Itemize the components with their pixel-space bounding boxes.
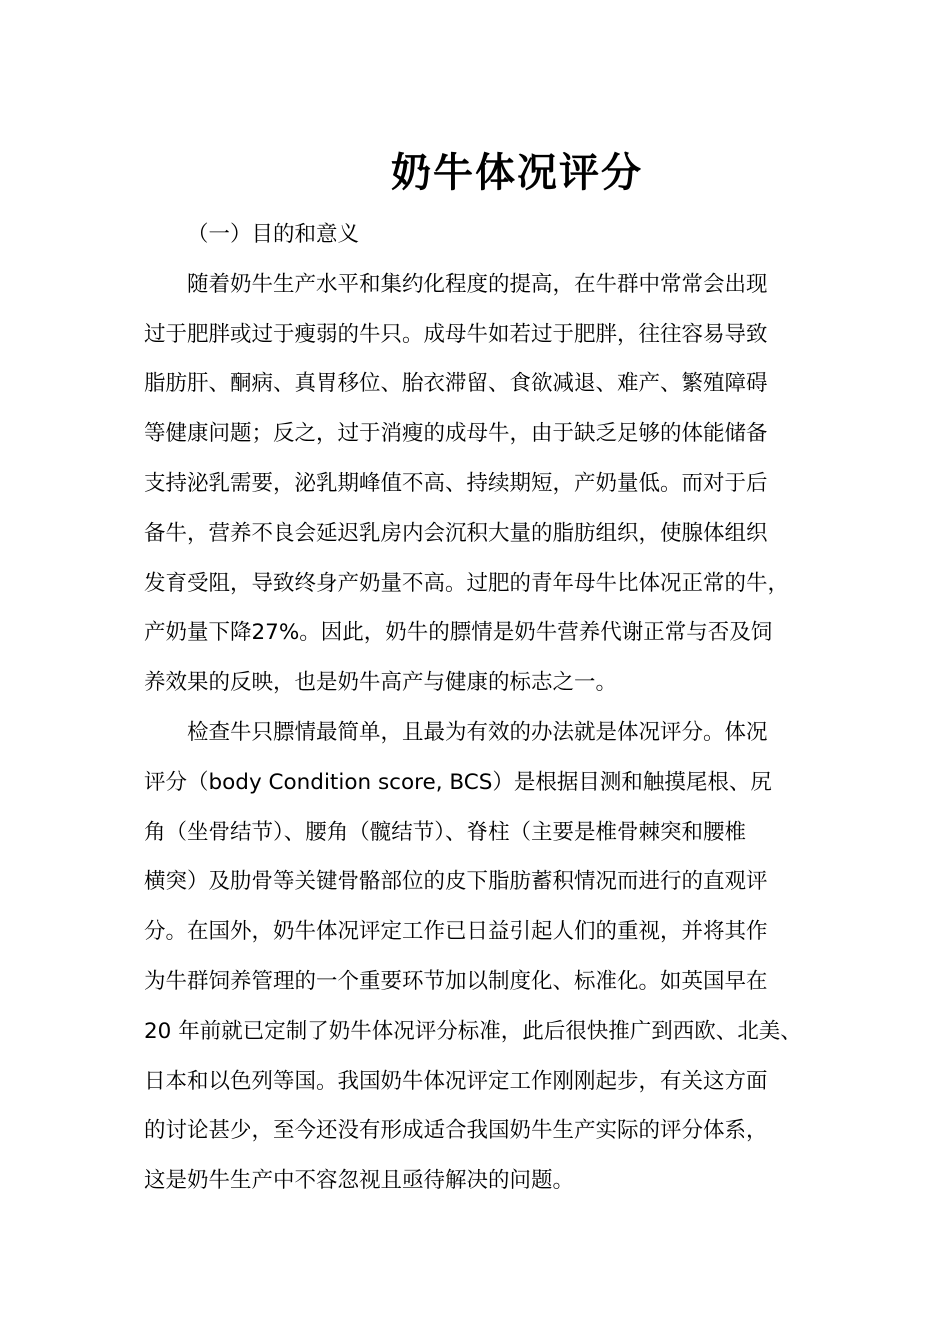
paragraph-line: 产奶量下降27%。因此，奶牛的膘情是奶牛营养代谢正常与否及饲 [144, 620, 773, 645]
paragraph-line: 评分（body Condition score, BCS）是根据目测和触摸尾根、尻 [144, 770, 772, 795]
paragraph-line: 20 年前就已定制了奶牛体况评分标准，此后很快推广到西欧、北美、 [144, 1019, 802, 1044]
paragraph-line: 的讨论甚少，至今还没有形成适合我国奶牛生产实际的评分体系， [144, 1118, 768, 1143]
paragraph-line: 为牛群饲养管理的一个重要环节加以制度化、标准化。如英国早在 [144, 969, 768, 994]
paragraph-line: 分。在国外，奶牛体况评定工作已日益引起人们的重视，并将其作 [144, 919, 768, 944]
section-heading: （一）目的和意义 [187, 222, 360, 247]
paragraph-line: 这是奶牛生产中不容忽视且亟待解决的问题。 [144, 1168, 575, 1193]
paragraph-line: 支持泌乳需要，泌乳期峰值不高、持续期短，产奶量低。而对于后 [144, 471, 768, 496]
paragraph-line: 角（坐骨结节）、腰角（髋结节）、脊柱（主要是椎骨棘突和腰椎 [144, 820, 747, 845]
paragraph-line: 脂肪肝、酮病、真胃移位、胎衣滞留、食欲减退、难产、繁殖障碍 [144, 371, 768, 396]
paragraph-line: 横突）及肋骨等关键骨骼部位的皮下脂肪蓄积情况而进行的直观评 [144, 869, 768, 894]
paragraph-line: 检查牛只膘情最简单，且最为有效的办法就是体况评分。体况 [187, 720, 768, 745]
paragraph-line: 过于肥胖或过于瘦弱的牛只。成母牛如若过于肥胖，往往容易导致 [144, 322, 768, 347]
document-title: 奶牛体况评分 [391, 149, 643, 196]
paragraph-line: 备牛，营养不良会延迟乳房内会沉积大量的脂肪组织，使腺体组织 [144, 521, 768, 546]
paragraph-line: 随着奶牛生产水平和集约化程度的提高，在牛群中常常会出现 [187, 272, 768, 297]
paragraph-line: 等健康问题；反之，过于消瘦的成母牛，由于缺乏足够的体能储备 [144, 421, 768, 446]
paragraph-line: 发育受阻，导致终身产奶量不高。过肥的青年母牛比体况正常的牛， [144, 571, 790, 596]
paragraph-line: 日本和以色列等国。我国奶牛体况评定工作刚刚起步，有关这方面 [144, 1069, 768, 1094]
paragraph-line: 养效果的反映，也是奶牛高产与健康的标志之一。 [144, 670, 618, 695]
